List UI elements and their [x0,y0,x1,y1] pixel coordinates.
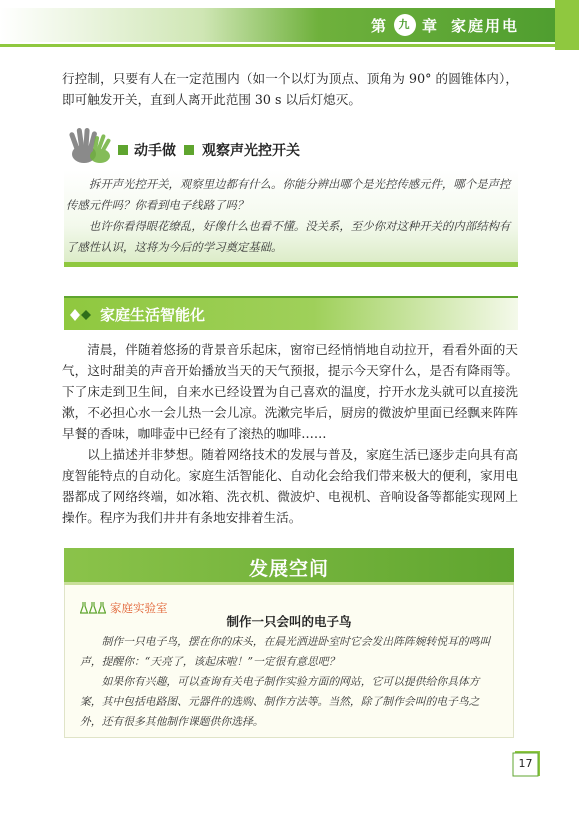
development-title-rule [64,582,514,585]
chapter-title [371,14,519,36]
lab-paragraph: 制作一只电子鸟，摆在你的床头，在晨光洒进卧室时它会发出阵阵婉转悦耳的鸣叫声，提醒你：“天亮了，该起床啦！”一定很有意思吧？ [80,635,491,668]
chapter-name: 家庭用电 [450,16,519,35]
diamond-bullet-icon [70,308,94,322]
page-number: 17 [518,757,533,770]
activity-bottom-rule [64,262,518,267]
section-paragraph: 清晨，伴随着悠扬的背景音乐起床，窗帘已经悄悄地自动拉开，看看外面的天气，这时甜美的声音开始播放当天的天气预报，提示今天穿什么，是否有降雨等。下了床走到卫生间，自来水已经设置为自己喜欢的温度，拧开水龙头就可以直接洗漱，不必担心水一会儿热一会儿凉。洗漱完毕后，厨房的微波炉里面已经飘来阵阵早餐的香味，咖啡壶中已经有了滚热的咖啡…… [62,342,518,441]
lab-title: 制作一只会叫的电子鸟 [226,614,352,629]
activity-paragraph: 也许你看得眼花缭乱，好像什么也看不懂。没关系，至少你对这种开关的内部结构有了感性认识，这将为今后的学习奠定基础。 [66,219,511,254]
chapter-suffix: 章 [421,16,439,35]
chapter-prefix: 第 [370,16,388,35]
section-top-rule [64,296,518,298]
hands-icon [66,126,114,166]
lab-label-text: 家庭实验室 [110,601,168,615]
square-bullet-icon [118,145,128,155]
lab-body [80,632,500,732]
section-paragraph: 以上描述并非梦想。随着网络技术的发展与普及，家庭生活已逐步走向具有高度智能特点的自动化。家庭生活智能化、自动化会给我们带来极大的便利，家用电器都成了网络终端，如冰箱、洗衣机、微波炉、电视机、音响设备等都能实现网上操作。程序为我们井井有条地安排着生活。 [62,447,518,525]
activity-title: 观察声光控开关 [202,143,300,159]
chapter-number-badge: 九 [394,14,416,36]
section-body [62,339,518,528]
activity-label: 动手做 [134,143,176,159]
section-heading [70,304,205,325]
activity-body [66,174,514,258]
section-title: 家庭生活智能化 [100,306,206,324]
intro-paragraph: 行控制，只要有人在一定范围内（如一个以灯为顶点、顶角为 90° 的圆锥体内），即可触发开关，直到人离开此范围 30 s 以后灯熄灭。 [62,71,518,107]
activity-heading [118,140,300,160]
development-title: 发展空间 [248,558,329,580]
lab-paragraph: 如果你有兴趣，可以查询有关电子制作实验方面的网站，它可以提供给你具体方案，其中包括电路图、元器件的选购、制作方法等。当然，除了制作会叫的电子鸟之外，还有很多其他制作课题供你选择。 [80,675,480,728]
square-bullet-icon [184,145,194,155]
activity-paragraph: 拆开声光控开关，观察里边都有什么。你能分辨出哪个是光控传感元件，哪个是声控传感元件吗？你看到电子线路了吗？ [66,177,511,212]
